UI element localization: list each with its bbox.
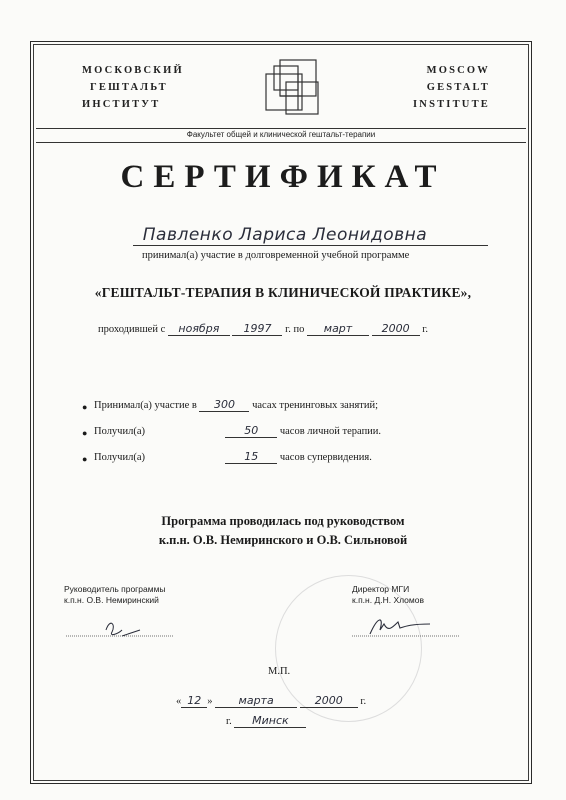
city-prefix: г. (226, 716, 232, 727)
faculty-top-rule (36, 128, 526, 129)
certificate-title: СЕРТИФИКАТ (120, 159, 446, 195)
bullet-icon: ● (82, 454, 88, 464)
date-day: 12 (181, 694, 207, 708)
institute-name-ru (82, 62, 184, 113)
hours-suffix: часов супервидения. (279, 452, 372, 463)
hours-value: 300 (199, 398, 249, 412)
period-line (98, 322, 428, 336)
participation-text: принимал(а) участие в долговременной учебной программе (142, 250, 410, 261)
institute-en-line2: GESTALT (426, 82, 490, 93)
bullet-icon: ● (82, 402, 88, 412)
director-title: Директор МГИ (352, 584, 410, 594)
program-supervision (0, 512, 566, 550)
date-year: 2000 (300, 694, 358, 708)
hours-prefix: Получил(а) (94, 426, 145, 437)
bullet-icon: ● (82, 428, 88, 438)
program-title: «ГЕШТАЛЬТ-ТЕРАПИЯ В КЛИНИЧЕСКОЙ ПРАКТИКЕ», (94, 285, 472, 300)
period-to-year: 2000 (372, 322, 420, 336)
hours-prefix: Принимал(а) участие в (94, 400, 197, 411)
institute-en-line3: INSTITUTE (413, 99, 490, 110)
supervision-line1: Программа проводилась под руководством (161, 514, 405, 528)
hours-row (94, 398, 378, 412)
date-open-quote: « (176, 696, 182, 707)
hours-value: 50 (225, 424, 277, 438)
date-year-suffix: г. (360, 696, 367, 707)
period-suffix: г. (422, 324, 428, 335)
institute-ru-line3: ИНСТИТУТ (82, 99, 161, 110)
stamp-place-mark: М.П. (268, 666, 291, 677)
program-leader-title: Руководитель программы (64, 584, 166, 594)
program-leader-signature (66, 614, 176, 640)
institute-ru-line1: МОСКОВСКИЙ (82, 65, 184, 76)
period-middle: г. по (285, 324, 305, 335)
recipient-name: Павленко Лариса Леонидовна (142, 225, 428, 245)
institute-name-en (390, 62, 490, 113)
director-name: к.п.н. Д.Н. Хломов (352, 595, 424, 605)
director-signature (352, 610, 462, 640)
period-from-month: ноября (168, 322, 230, 336)
faculty-name: Факультет общей и клинической гештальт-терапии (186, 130, 376, 139)
program-leader-name: к.п.н. О.В. Немиринский (64, 595, 159, 605)
program-leader-block (64, 584, 166, 606)
period-prefix: проходившей с (98, 324, 166, 335)
hours-suffix: часах тренинговых занятий; (252, 400, 379, 411)
institute-en-line1: MOSCOW (426, 65, 490, 76)
hours-prefix: Получил(а) (94, 452, 145, 463)
hours-row (94, 450, 372, 464)
date-month: марта (215, 694, 297, 708)
date-close-quote: » (207, 696, 213, 707)
institute-logo-icon (262, 56, 332, 126)
hours-value: 15 (225, 450, 277, 464)
hours-suffix: часов личной терапии. (279, 426, 382, 437)
issue-date (176, 694, 366, 708)
city-name: Минск (234, 714, 306, 728)
faculty-bottom-rule (36, 142, 526, 143)
director-block (352, 584, 424, 606)
period-from-year: 1997 (232, 322, 282, 336)
hours-row (94, 424, 381, 438)
issue-city (226, 714, 306, 728)
institute-ru-line2: ГЕШТАЛЬТ (90, 82, 168, 93)
supervision-line2: к.п.н. О.В. Немиринского и О.В. Сильновой (158, 533, 408, 547)
recipient-name-line (133, 245, 488, 246)
period-to-month: март (307, 322, 369, 336)
